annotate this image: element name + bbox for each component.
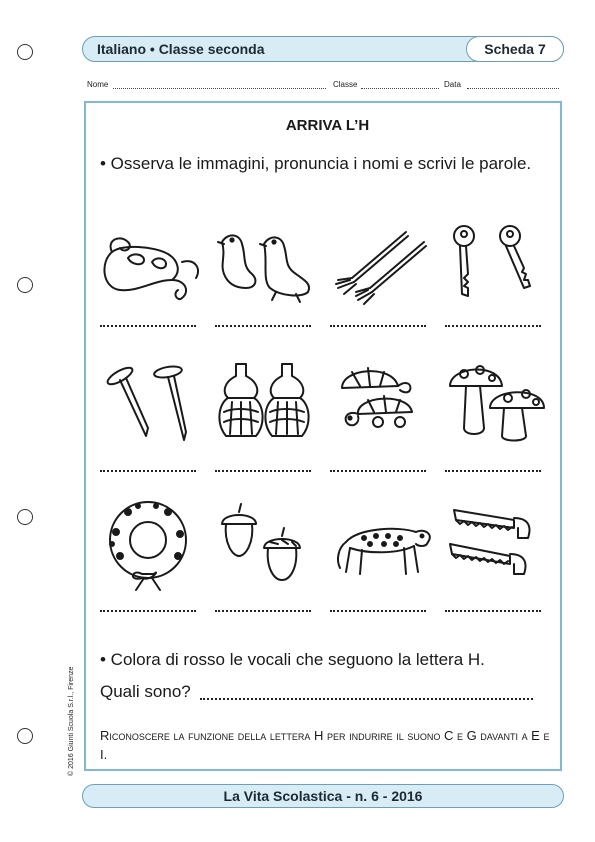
nails-icon [98, 358, 208, 448]
answer-line[interactable] [100, 325, 196, 327]
class-label: Classe [333, 80, 358, 89]
turtles-icon [328, 358, 438, 448]
binder-hole-4 [17, 728, 33, 744]
answer-line[interactable] [330, 470, 426, 472]
flasks-icon [212, 358, 322, 448]
answer-line[interactable] [100, 470, 196, 472]
acorns-icon [212, 498, 322, 588]
answer-line[interactable] [445, 325, 541, 327]
binder-hole-1 [17, 44, 33, 60]
worksheet-title: ARRIVA L’H [285, 117, 370, 134]
instruction-write: • Osserva le immagini, pronuncia i nomi e scrivi le parole. [100, 154, 532, 173]
mushrooms-icon [444, 358, 554, 448]
forks-icon [328, 222, 438, 312]
answer-line[interactable] [100, 610, 196, 612]
binder-hole-2 [17, 277, 33, 293]
footer-bar: La Vita Scolastica - n. 6 - 2016 [82, 784, 564, 808]
answer-line[interactable] [215, 610, 311, 612]
name-label: Nome [87, 80, 109, 89]
sheet-number: Scheda 7 [466, 36, 564, 62]
wreath-icon [98, 498, 208, 588]
learning-objective: Riconoscere la funzione della lettera H per indurire il suono C e G davanti a E e I. [100, 728, 550, 762]
saws-icon [444, 498, 554, 588]
seals-icon [212, 222, 322, 312]
header-bar [82, 36, 564, 62]
copyright-notice: © 2016 Giunti Scuola S.r.l., Firenze [68, 666, 75, 776]
answer-line[interactable] [330, 325, 426, 327]
cheetah-icon [328, 498, 438, 588]
answer-line[interactable] [330, 610, 426, 612]
question-label: Quali sono? [100, 682, 191, 701]
question-answer-line[interactable] [200, 698, 533, 700]
name-field[interactable] [113, 88, 326, 89]
date-label: Data [444, 80, 461, 89]
answer-line[interactable] [215, 470, 311, 472]
binder-hole-3 [17, 509, 33, 525]
mask-icon [98, 222, 208, 312]
header-title: Italiano • Classe seconda [97, 41, 265, 57]
class-field[interactable] [361, 88, 439, 89]
answer-line[interactable] [215, 325, 311, 327]
date-field[interactable] [467, 88, 559, 89]
answer-line[interactable] [445, 610, 541, 612]
answer-line[interactable] [445, 470, 541, 472]
instruction-color: • Colora di rosso le vocali che seguono la lettera H. [100, 650, 485, 669]
keys-icon [444, 222, 554, 312]
